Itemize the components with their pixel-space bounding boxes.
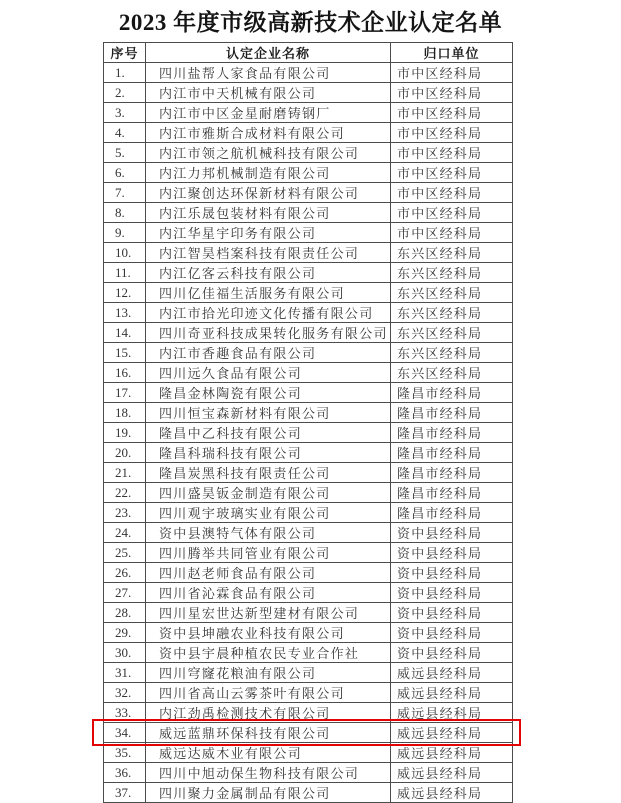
row-number: 5. [104, 143, 146, 163]
table-row [104, 443, 513, 463]
unit-name: 市中区经科局 [391, 63, 513, 83]
row-number: 13. [104, 303, 146, 323]
company-name: 内江聚创达环保新材料有限公司 [146, 183, 391, 203]
unit-name: 资中县经科局 [391, 603, 513, 623]
company-name: 四川聚力金属制品有限公司 [146, 783, 391, 803]
unit-name: 东兴区经科局 [391, 263, 513, 283]
unit-name: 市中区经科局 [391, 203, 513, 223]
company-name: 隆昌中乙科技有限公司 [146, 423, 391, 443]
table-row [104, 143, 513, 163]
company-name: 四川盛昊钣金制造有限公司 [146, 483, 391, 503]
table-row [104, 543, 513, 563]
row-number: 25. [104, 543, 146, 563]
table-header [104, 43, 513, 63]
table-row [104, 703, 513, 723]
table-row [104, 103, 513, 123]
unit-name: 隆昌市经科局 [391, 483, 513, 503]
company-name: 四川恒宝森新材料有限公司 [146, 403, 391, 423]
unit-name: 隆昌市经科局 [391, 443, 513, 463]
row-number: 4. [104, 123, 146, 143]
row-number: 7. [104, 183, 146, 203]
unit-name: 隆昌市经科局 [391, 423, 513, 443]
row-number: 1. [104, 63, 146, 83]
table-row [104, 583, 513, 603]
unit-name: 威远县经科局 [391, 663, 513, 683]
company-name: 威远达威木业有限公司 [146, 743, 391, 763]
company-name: 内江华星宇印务有限公司 [146, 223, 391, 243]
table-row [104, 743, 513, 763]
header-row [104, 43, 513, 63]
company-name: 内江市雅斯合成材料有限公司 [146, 123, 391, 143]
company-name: 四川观宇玻璃实业有限公司 [146, 503, 391, 523]
unit-name: 资中县经科局 [391, 523, 513, 543]
unit-name: 隆昌市经科局 [391, 383, 513, 403]
row-number: 34. [104, 723, 146, 743]
table-row [104, 83, 513, 103]
company-name: 资中县澳特气体有限公司 [146, 523, 391, 543]
unit-name: 东兴区经科局 [391, 343, 513, 363]
table-row [104, 563, 513, 583]
row-number: 9. [104, 223, 146, 243]
row-number: 12. [104, 283, 146, 303]
company-name: 四川腾举共同管业有限公司 [146, 543, 391, 563]
table-row [104, 423, 513, 443]
row-number: 17. [104, 383, 146, 403]
enterprise-table [103, 42, 513, 803]
row-number: 23. [104, 503, 146, 523]
unit-name: 市中区经科局 [391, 123, 513, 143]
unit-name: 隆昌市经科局 [391, 403, 513, 423]
unit-name: 东兴区经科局 [391, 323, 513, 343]
header-unit: 归口单位 [391, 43, 513, 63]
company-name: 四川穹窿花粮油有限公司 [146, 663, 391, 683]
company-name: 四川盐帮人家食品有限公司 [146, 63, 391, 83]
company-name: 四川远久食品有限公司 [146, 363, 391, 383]
unit-name: 隆昌市经科局 [391, 503, 513, 523]
company-name: 四川中旭动保生物科技有限公司 [146, 763, 391, 783]
row-number: 37. [104, 783, 146, 803]
row-number: 10. [104, 243, 146, 263]
table-row [104, 663, 513, 683]
table-row [104, 263, 513, 283]
row-number: 36. [104, 763, 146, 783]
table-row [104, 603, 513, 623]
row-number: 3. [104, 103, 146, 123]
row-number: 27. [104, 583, 146, 603]
table-row [104, 343, 513, 363]
unit-name: 东兴区经科局 [391, 303, 513, 323]
row-number: 20. [104, 443, 146, 463]
company-name: 内江亿客云科技有限公司 [146, 263, 391, 283]
unit-name: 市中区经科局 [391, 163, 513, 183]
unit-name: 威远县经科局 [391, 763, 513, 783]
table-row [104, 203, 513, 223]
row-number: 30. [104, 643, 146, 663]
company-name: 内江市香趣食品有限公司 [146, 343, 391, 363]
company-name: 四川星宏世达新型建材有限公司 [146, 603, 391, 623]
unit-name: 资中县经科局 [391, 543, 513, 563]
row-number: 14. [104, 323, 146, 343]
row-number: 19. [104, 423, 146, 443]
table-row [104, 623, 513, 643]
unit-name: 市中区经科局 [391, 83, 513, 103]
table-row [104, 503, 513, 523]
row-number: 32. [104, 683, 146, 703]
unit-name: 市中区经科局 [391, 183, 513, 203]
row-number: 26. [104, 563, 146, 583]
row-number: 28. [104, 603, 146, 623]
company-name: 隆昌炭黑科技有限责任公司 [146, 463, 391, 483]
company-name: 内江市中天机械有限公司 [146, 83, 391, 103]
row-number: 8. [104, 203, 146, 223]
row-number: 22. [104, 483, 146, 503]
row-number: 33. [104, 703, 146, 723]
table-row [104, 223, 513, 243]
company-name: 内江乐晟包装材料有限公司 [146, 203, 391, 223]
company-name: 四川奇亚科技成果转化服务有限公司 [146, 323, 391, 343]
row-number: 11. [104, 263, 146, 283]
table-row [104, 163, 513, 183]
company-name: 内江市领之航机械科技有限公司 [146, 143, 391, 163]
company-name: 内江劲禹检测技术有限公司 [146, 703, 391, 723]
table-row [104, 483, 513, 503]
unit-name: 资中县经科局 [391, 623, 513, 643]
row-number: 29. [104, 623, 146, 643]
unit-name: 东兴区经科局 [391, 283, 513, 303]
company-name: 四川亿佳福生活服务有限公司 [146, 283, 391, 303]
row-number: 6. [104, 163, 146, 183]
table-row [104, 403, 513, 423]
row-number: 15. [104, 343, 146, 363]
company-name: 隆昌科瑞科技有限公司 [146, 443, 391, 463]
unit-name: 市中区经科局 [391, 223, 513, 243]
table-row [104, 243, 513, 263]
table-row [104, 783, 513, 803]
row-number: 21. [104, 463, 146, 483]
row-number: 18. [104, 403, 146, 423]
unit-name: 东兴区经科局 [391, 363, 513, 383]
company-name: 内江市拾光印迹文化传播有限公司 [146, 303, 391, 323]
header-company-name: 认定企业名称 [146, 43, 391, 63]
company-name: 内江力邦机械制造有限公司 [146, 163, 391, 183]
table-row [104, 283, 513, 303]
unit-name: 资中县经科局 [391, 563, 513, 583]
row-number: 31. [104, 663, 146, 683]
table-body [104, 63, 513, 803]
company-name: 内江市中区金星耐磨铸钢厂 [146, 103, 391, 123]
header-serial-number: 序号 [104, 43, 146, 63]
table-row [104, 363, 513, 383]
unit-name: 威远县经科局 [391, 703, 513, 723]
unit-name: 隆昌市经科局 [391, 463, 513, 483]
table-row [104, 683, 513, 703]
row-number: 24. [104, 523, 146, 543]
unit-name: 威远县经科局 [391, 783, 513, 803]
table-row [104, 723, 513, 743]
table-row [104, 123, 513, 143]
table-row [104, 643, 513, 663]
unit-name: 威远县经科局 [391, 683, 513, 703]
table-row [104, 303, 513, 323]
table-row [104, 323, 513, 343]
unit-name: 资中县经科局 [391, 643, 513, 663]
table-row [104, 183, 513, 203]
unit-name: 市中区经科局 [391, 143, 513, 163]
company-name: 资中县坤融农业科技有限公司 [146, 623, 391, 643]
row-number: 35. [104, 743, 146, 763]
company-name: 资中县宇晨种植农民专业合作社 [146, 643, 391, 663]
unit-name: 威远县经科局 [391, 723, 513, 743]
unit-name: 威远县经科局 [391, 743, 513, 763]
company-name: 四川赵老师食品有限公司 [146, 563, 391, 583]
row-number: 2. [104, 83, 146, 103]
table-row [104, 763, 513, 783]
company-name: 内江智昊档案科技有限责任公司 [146, 243, 391, 263]
page-title: 2023 年度市级高新技术企业认定名单 [118, 10, 503, 35]
unit-name: 东兴区经科局 [391, 243, 513, 263]
company-name: 隆昌金林陶瓷有限公司 [146, 383, 391, 403]
table-row [104, 463, 513, 483]
unit-name: 市中区经科局 [391, 103, 513, 123]
unit-name: 资中县经科局 [391, 583, 513, 603]
company-name: 威远蓝鼎环保科技有限公司 [146, 723, 391, 743]
table-row [104, 63, 513, 83]
table-row [104, 383, 513, 403]
company-name: 四川省沁霖食品有限公司 [146, 583, 391, 603]
company-name: 四川省高山云雾茶叶有限公司 [146, 683, 391, 703]
table-row [104, 523, 513, 543]
row-number: 16. [104, 363, 146, 383]
